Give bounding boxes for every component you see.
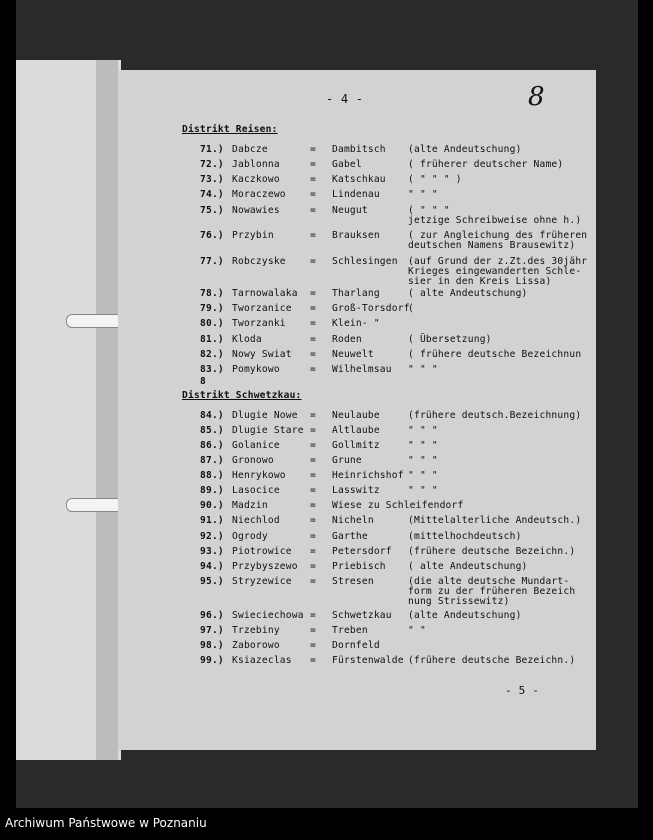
german-name: Nicheln xyxy=(332,515,374,526)
german-name: Altlaube xyxy=(332,425,380,436)
name-note: deutschen Namens Brausewitz) xyxy=(408,240,576,251)
german-name: Priebisch xyxy=(332,561,386,572)
equals-sign: = xyxy=(310,655,316,666)
polish-name: Henrykowo xyxy=(232,470,286,481)
entry-number: 77.) xyxy=(200,256,224,267)
entry-number: 97.) xyxy=(200,625,224,636)
german-name: Schwetzkau xyxy=(332,610,392,621)
polish-name: Lasocice xyxy=(232,485,280,496)
german-name: Tharlang xyxy=(332,288,380,299)
equals-sign: = xyxy=(310,515,316,526)
equals-sign: = xyxy=(310,349,316,360)
name-note: (alte Andeutschung) xyxy=(408,144,522,155)
district-heading: Distrikt Reisen: xyxy=(182,124,278,135)
equals-sign: = xyxy=(310,576,316,587)
name-note: ( " " " ) xyxy=(408,174,462,185)
equals-sign: = xyxy=(310,425,316,436)
entry-number: 79.) xyxy=(200,303,224,314)
binder-ring xyxy=(66,498,126,512)
polish-name: Stryzewice xyxy=(232,576,292,587)
german-name: Treben xyxy=(332,625,368,636)
german-name: Stresen xyxy=(332,576,374,587)
german-name: Lindenau xyxy=(332,189,380,200)
name-note: (alte Andeutschung) xyxy=(408,610,522,621)
polish-name: Ogrody xyxy=(232,531,268,542)
german-name: Grune xyxy=(332,455,362,466)
german-name: Wiese zu Schleifendorf xyxy=(332,500,464,511)
equals-sign: = xyxy=(310,610,316,621)
equals-sign: = xyxy=(310,625,316,636)
name-note: (Mittelalterliche Andeutsch.) xyxy=(408,515,582,526)
name-note: (mittelhochdeutsch) xyxy=(408,531,522,542)
polish-name: Kloda xyxy=(232,334,262,345)
german-name: Gollmitz xyxy=(332,440,380,451)
equals-sign: = xyxy=(310,230,316,241)
page-header: - 4 - xyxy=(326,92,364,106)
entry-number: 73.) xyxy=(200,174,224,185)
entry-number: 82.) xyxy=(200,349,224,360)
entry-number: 98.) xyxy=(200,640,224,651)
name-note: " " " xyxy=(408,470,438,481)
equals-sign: = xyxy=(310,485,316,496)
entry-number: 92.) xyxy=(200,531,224,542)
entry-number: 88.) xyxy=(200,470,224,481)
handwritten-page-number: 8 xyxy=(528,82,545,112)
equals-sign: = xyxy=(310,546,316,557)
german-name: Fürstenwalde xyxy=(332,655,404,666)
entry-number: 93.) xyxy=(200,546,224,557)
name-note: (auf Grund der z.Zt.des 30jähr xyxy=(408,256,588,267)
name-note: ( alte Andeutschung) xyxy=(408,288,528,299)
name-note: nung Strissewitz) xyxy=(408,596,510,607)
german-name: Petersdorf xyxy=(332,546,392,557)
entry-number: 99.) xyxy=(200,655,224,666)
polish-name: Piotrowice xyxy=(232,546,292,557)
stray-mark: 8 xyxy=(200,376,206,387)
polish-name: Kaczkowo xyxy=(232,174,280,185)
entry-number: 91.) xyxy=(200,515,224,526)
equals-sign: = xyxy=(310,531,316,542)
polish-name: Madzin xyxy=(232,500,268,511)
equals-sign: = xyxy=(310,500,316,511)
german-name: Neuwelt xyxy=(332,349,374,360)
german-name: Klein- " xyxy=(332,318,380,329)
equals-sign: = xyxy=(310,159,316,170)
polish-name: Pomykowo xyxy=(232,364,280,375)
name-note: ( Übersetzung) xyxy=(408,334,492,345)
polish-name: Tworzanki xyxy=(232,318,286,329)
name-note: " " " xyxy=(408,485,438,496)
equals-sign: = xyxy=(310,303,316,314)
polish-name: Nowawies xyxy=(232,205,280,216)
equals-sign: = xyxy=(310,470,316,481)
equals-sign: = xyxy=(310,364,316,375)
name-note: (frühere deutsche Bezeichn.) xyxy=(408,546,576,557)
german-name: Dambitsch xyxy=(332,144,386,155)
entry-number: 80.) xyxy=(200,318,224,329)
district-heading: Distrikt Schwetzkau: xyxy=(182,390,302,401)
polish-name: Tworzanice xyxy=(232,303,292,314)
polish-name: Jablonna xyxy=(232,159,280,170)
equals-sign: = xyxy=(310,144,316,155)
entry-number: 74.) xyxy=(200,189,224,200)
entry-number: 81.) xyxy=(200,334,224,345)
archive-label: Archiwum Państwowe w Poznaniu xyxy=(5,816,207,830)
polish-name: Robczyske xyxy=(232,256,286,267)
archive-footer xyxy=(0,808,653,840)
german-name: Groß-Torsdorf xyxy=(332,303,410,314)
name-note: " " " xyxy=(408,440,438,451)
polish-name: Zaborowo xyxy=(232,640,280,651)
name-note: Krieges eingewanderten Schle- xyxy=(408,266,582,277)
name-note: ( xyxy=(408,303,414,314)
entry-number: 85.) xyxy=(200,425,224,436)
equals-sign: = xyxy=(310,256,316,267)
entry-number: 83.) xyxy=(200,364,224,375)
equals-sign: = xyxy=(310,189,316,200)
polish-name: Dabcze xyxy=(232,144,268,155)
equals-sign: = xyxy=(310,440,316,451)
entry-number: 95.) xyxy=(200,576,224,587)
entry-number: 89.) xyxy=(200,485,224,496)
equals-sign: = xyxy=(310,410,316,421)
equals-sign: = xyxy=(310,205,316,216)
entry-number: 96.) xyxy=(200,610,224,621)
polish-name: Dlugie Stare xyxy=(232,425,304,436)
name-note: (frühere deutsche Bezeichn.) xyxy=(408,655,576,666)
equals-sign: = xyxy=(310,318,316,329)
name-note: " " " xyxy=(408,455,438,466)
entry-number: 84.) xyxy=(200,410,224,421)
polish-name: Nowy Swiat xyxy=(232,349,292,360)
footer-page-number: - 5 - xyxy=(505,684,540,697)
german-name: Roden xyxy=(332,334,362,345)
equals-sign: = xyxy=(310,334,316,345)
name-note: form zu der früheren Bezeich xyxy=(408,586,576,597)
german-name: Wilhelmsau xyxy=(332,364,392,375)
polish-name: Przybyszewo xyxy=(232,561,298,572)
german-name: Katschkau xyxy=(332,174,386,185)
polish-name: Ksiazeclas xyxy=(232,655,292,666)
equals-sign: = xyxy=(310,455,316,466)
polish-name: Gronowo xyxy=(232,455,274,466)
name-note: ( zur Angleichung des früheren xyxy=(408,230,588,241)
name-note: " " xyxy=(408,625,426,636)
name-note: sier in den Kreis Lissa) xyxy=(408,276,552,287)
entry-number: 90.) xyxy=(200,500,224,511)
german-name: Brauksen xyxy=(332,230,380,241)
entry-number: 75.) xyxy=(200,205,224,216)
entry-number: 71.) xyxy=(200,144,224,155)
polish-name: Trzebiny xyxy=(232,625,280,636)
entry-number: 94.) xyxy=(200,561,224,572)
entry-number: 78.) xyxy=(200,288,224,299)
name-note: ( " " " xyxy=(408,205,450,216)
equals-sign: = xyxy=(310,174,316,185)
name-note: ( alte Andeutschung) xyxy=(408,561,528,572)
entry-number: 86.) xyxy=(200,440,224,451)
equals-sign: = xyxy=(310,288,316,299)
name-note: " " " xyxy=(408,364,438,375)
entry-number: 87.) xyxy=(200,455,224,466)
entry-number: 76.) xyxy=(200,230,224,241)
polish-name: Tarnowalaka xyxy=(232,288,298,299)
polish-name: Swieciechowa xyxy=(232,610,304,621)
german-name: Garthe xyxy=(332,531,368,542)
name-note: " " " xyxy=(408,425,438,436)
german-name: Dornfeld xyxy=(332,640,380,651)
polish-name: Golanice xyxy=(232,440,280,451)
name-note: ( frühere deutsche Bezeichnun xyxy=(408,349,582,360)
binder-edge xyxy=(96,60,118,760)
binder-ring xyxy=(66,314,126,328)
polish-name: Przybin xyxy=(232,230,274,241)
name-note: (frühere deutsch.Bezeichnung) xyxy=(408,410,582,421)
german-name: Neulaube xyxy=(332,410,380,421)
german-name: Schlesingen xyxy=(332,256,398,267)
name-note: (die alte deutsche Mundart- xyxy=(408,576,570,587)
equals-sign: = xyxy=(310,561,316,572)
german-name: Heinrichshof xyxy=(332,470,404,481)
german-name: Gabel xyxy=(332,159,362,170)
entry-number: 72.) xyxy=(200,159,224,170)
name-note: jetzige Schreibweise ohne h.) xyxy=(408,215,582,226)
polish-name: Dlugie Nowe xyxy=(232,410,298,421)
polish-name: Moraczewo xyxy=(232,189,286,200)
german-name: Lasswitz xyxy=(332,485,380,496)
german-name: Neugut xyxy=(332,205,368,216)
name-note: ( früherer deutscher Name) xyxy=(408,159,564,170)
equals-sign: = xyxy=(310,640,316,651)
polish-name: Niechlod xyxy=(232,515,280,526)
name-note: " " " xyxy=(408,189,438,200)
